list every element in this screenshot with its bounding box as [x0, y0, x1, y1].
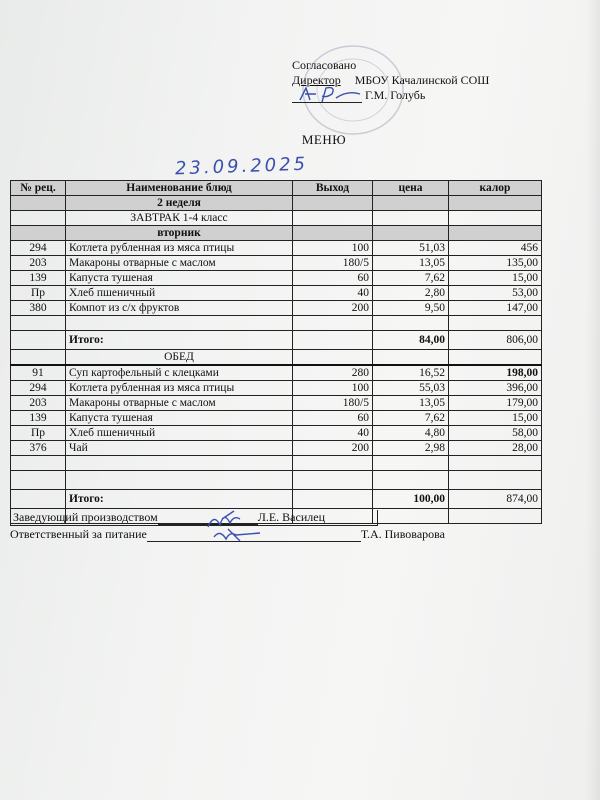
day-label: вторник — [66, 226, 293, 241]
recipe-number: 203 — [11, 396, 66, 411]
dish-name: Хлеб пшеничный — [66, 286, 293, 301]
empty-cell — [66, 471, 293, 490]
header-rec: № рец. — [11, 181, 66, 196]
dish-calories: 135,00 — [449, 256, 542, 271]
table-row — [11, 396, 542, 411]
dish-output: 100 — [293, 381, 373, 396]
header-name: Наименование блюд — [66, 181, 293, 196]
total-row — [11, 331, 542, 350]
dish-price: 7,62 — [373, 411, 449, 426]
meal1-label: ЗАВТРАК 1-4 класс — [66, 211, 293, 226]
dish-name: Компот из с/х фруктов — [66, 301, 293, 316]
dish-output: 180/5 — [293, 396, 373, 411]
empty-cell — [293, 350, 373, 366]
manager-name: Л.Е. Василец — [257, 510, 325, 524]
manager-line — [10, 510, 378, 526]
meal2-row — [11, 350, 542, 366]
dish-calories: 456 — [449, 241, 542, 256]
dish-price: 51,03 — [373, 241, 449, 256]
manager-label: Заведующий производством — [13, 510, 158, 524]
dish-calories: 28,00 — [449, 441, 542, 456]
recipe-number: 91 — [11, 365, 66, 381]
recipe-number: 294 — [11, 381, 66, 396]
dish-calories: 58,00 — [449, 426, 542, 441]
table-row — [11, 441, 542, 456]
director-signature — [296, 84, 366, 106]
dish-name: Котлета рубленная из мяса птицы — [66, 381, 293, 396]
table-row — [11, 301, 542, 316]
empty-row — [11, 456, 542, 471]
total-label: Итого: — [66, 331, 293, 350]
empty-cell — [449, 350, 542, 366]
empty-cell — [11, 490, 66, 509]
recipe-number: 139 — [11, 411, 66, 426]
week-label: 2 неделя — [66, 196, 293, 211]
dish-output: 280 — [293, 365, 373, 381]
responsible-name: Т.А. Пивоварова — [360, 527, 445, 541]
dish-price: 2,98 — [373, 441, 449, 456]
manager-signature — [200, 505, 280, 550]
director-name: Г.М. Голубь — [365, 88, 426, 102]
empty-cell — [11, 471, 66, 490]
table-header-row — [11, 181, 542, 196]
dish-output: 100 — [293, 241, 373, 256]
dish-name: Капуста тушеная — [66, 411, 293, 426]
empty-cell — [449, 456, 542, 471]
dish-name: Хлеб пшеничный — [66, 426, 293, 441]
total-price: 100,00 — [373, 490, 449, 509]
page-title: МЕНЮ — [301, 132, 347, 147]
dish-name: Макароны отварные с маслом — [66, 396, 293, 411]
header-cal: калор — [449, 181, 542, 196]
empty-cell — [11, 350, 66, 366]
empty-cell — [11, 331, 66, 350]
dish-calories: 179,00 — [449, 396, 542, 411]
total-label: Итого: — [66, 490, 293, 509]
day-row — [11, 226, 542, 241]
recipe-number: 203 — [11, 256, 66, 271]
total-calories: 806,00 — [449, 331, 542, 350]
dish-name: Чай — [66, 441, 293, 456]
dish-calories: 15,00 — [449, 411, 542, 426]
empty-cell — [293, 490, 373, 509]
recipe-number: Пр — [11, 286, 66, 301]
empty-cell — [293, 316, 373, 331]
dish-output: 200 — [293, 441, 373, 456]
dish-name: Котлета рубленная из мяса птицы — [66, 241, 293, 256]
dish-output: 60 — [293, 271, 373, 286]
table-row — [11, 365, 542, 381]
table-row — [11, 286, 542, 301]
meal1-row — [11, 211, 542, 226]
table-row — [11, 381, 542, 396]
dish-output: 40 — [293, 286, 373, 301]
dish-calories: 198,00 — [449, 365, 542, 381]
header-price: цена — [373, 181, 449, 196]
table-row — [11, 256, 542, 271]
dish-calories: 15,00 — [449, 271, 542, 286]
empty-cell — [373, 509, 449, 524]
dish-price: 4,80 — [373, 426, 449, 441]
menu-table — [10, 180, 542, 524]
recipe-number: 380 — [11, 301, 66, 316]
empty-cell — [293, 331, 373, 350]
handwritten-date: 23.09.2025 — [174, 153, 309, 180]
recipe-number: 376 — [11, 441, 66, 456]
empty-cell — [373, 456, 449, 471]
total-price: 84,00 — [373, 331, 449, 350]
empty-cell — [293, 456, 373, 471]
dish-name: Макароны отварные с маслом — [66, 256, 293, 271]
table-row — [11, 241, 542, 256]
empty-cell — [449, 509, 542, 524]
table-row — [11, 426, 542, 441]
week-row — [11, 196, 542, 211]
table-row — [11, 271, 542, 286]
dish-price: 7,62 — [373, 271, 449, 286]
empty-cell — [66, 316, 293, 331]
dish-calories: 147,00 — [449, 301, 542, 316]
recipe-number: 294 — [11, 241, 66, 256]
empty-cell — [449, 471, 542, 490]
dish-price: 9,50 — [373, 301, 449, 316]
empty-cell — [373, 471, 449, 490]
empty-cell — [373, 316, 449, 331]
paper-edge-shadow — [586, 0, 600, 800]
dish-output: 40 — [293, 426, 373, 441]
empty-cell — [11, 456, 66, 471]
dish-calories: 53,00 — [449, 286, 542, 301]
responsible-label: Ответственный за питание — [10, 527, 147, 541]
approval-agreed: Согласовано — [292, 58, 357, 72]
school-name: МБОУ Качалинской СОШ — [354, 73, 490, 87]
dish-name: Капуста тушеная — [66, 271, 293, 286]
empty-row — [11, 316, 542, 331]
empty-row — [11, 471, 542, 490]
empty-cell — [66, 456, 293, 471]
dish-price: 2,80 — [373, 286, 449, 301]
dish-output: 60 — [293, 411, 373, 426]
dish-calories: 396,00 — [449, 381, 542, 396]
recipe-number: 139 — [11, 271, 66, 286]
header-out: Выход — [293, 181, 373, 196]
total-calories: 874,00 — [449, 490, 542, 509]
recipe-number: Пр — [11, 426, 66, 441]
dish-price: 13,05 — [373, 256, 449, 271]
dish-name: Суп картофельный с клецками — [66, 365, 293, 381]
dish-output: 200 — [293, 301, 373, 316]
meal2-label: ОБЕД — [66, 350, 293, 366]
dish-output: 180/5 — [293, 256, 373, 271]
empty-cell — [373, 350, 449, 366]
dish-price: 13,05 — [373, 396, 449, 411]
empty-cell — [11, 316, 66, 331]
table-row — [11, 411, 542, 426]
empty-cell — [293, 471, 373, 490]
dish-price: 55,03 — [373, 381, 449, 396]
empty-cell — [449, 316, 542, 331]
dish-price: 16,52 — [373, 365, 449, 381]
director-label: Директор — [292, 73, 341, 87]
